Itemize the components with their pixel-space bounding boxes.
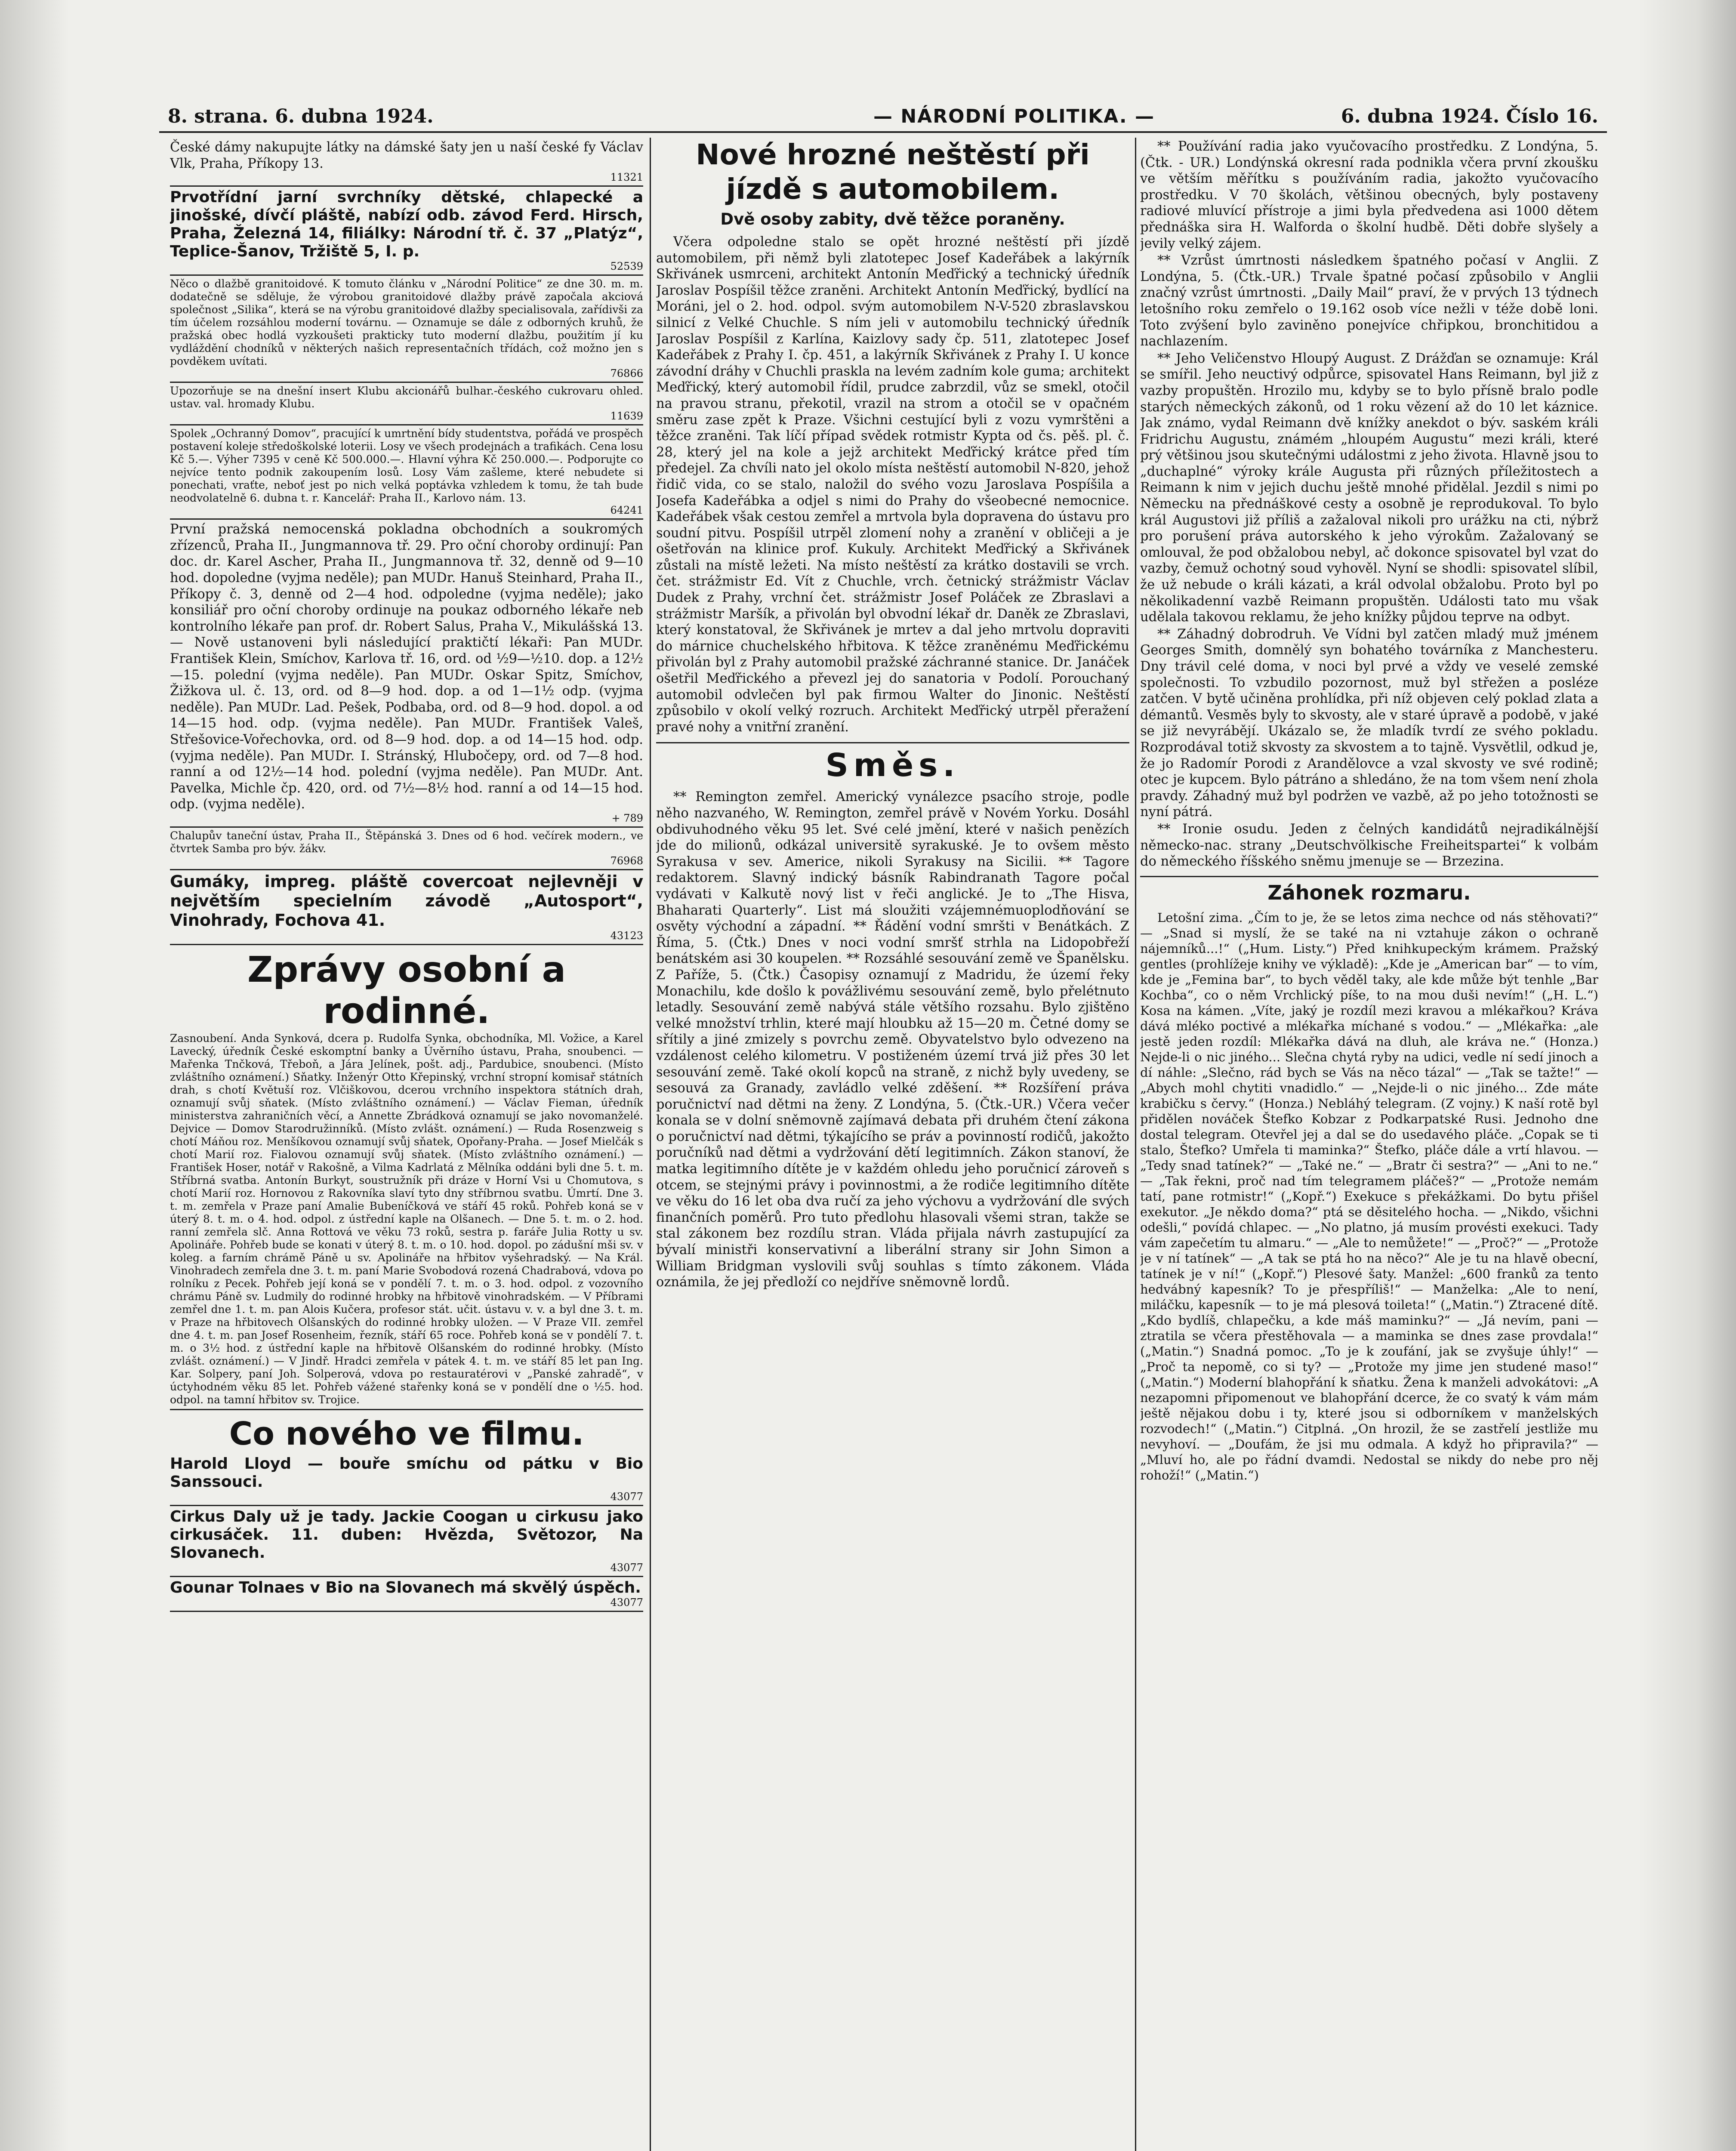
section-heading-smes: Směs. bbox=[656, 742, 1129, 785]
news-item-august: ** Jeho Veličenstvo Hloupý August. Z Drážďan se oznamuje: Král se smířil. Jeho neuctivý odpůrce, spisovatel Hans Reimann, byl již z vazby propuštěn. Hrozilo mu, kdyby se to bylo přísně bralo podle starých německých zákonů, od 1 roku vězení až do 10 let káznice. Jak známo, vydal Reimann dvě knížky anekdot o býv. saském králi Fridrichu Augustu, známém „hloupém Augustu“ mezi králi, které prý většinou jsou skutečnými událostmi z jeho života. Hlavně jsou to „duchaplné“ výroky krále Augusta při různých příležitostech a Reimann k nim v jejich duchu ještě mnohé přidělal. Jezdil s nimi po Německu na přednáškové cesty a osobně je reprodukoval. To bylo král Augustovi již příliš a zažaloval nikoli pro urážku na cti, nýbrž pro porušení práva autorského k jeho výrokům. Zažalovaný se omlouval, že pod obžalobou nebyl, ač dokonce spisovatel byl vzat do vazby, čemuž ochotný soud vyhověl. Nyní se shodli: spisovatel slíbil, že už nebude o králi kázati, a král odvolal obžalobu. Proto byl po několikadenní vazbě Reimann propuštěn. Události tato mu však udělala takovou reklamu, že jeho knížky půjdou teprve na odbyt. bbox=[1140, 351, 1598, 625]
section-heading-personal: Zprávy osobní a rodinné. bbox=[247, 949, 566, 1032]
film-text: Gounar Tolnaes v Bio na Slovanech má skvělý úspěch. bbox=[170, 1578, 641, 1596]
header-rule bbox=[159, 131, 1607, 133]
section-heading-film: Co nového ve filmu. bbox=[229, 1415, 584, 1452]
header-right: 6. dubna 1924. Číslo 16. bbox=[1341, 105, 1598, 127]
ad-code: 11321 bbox=[610, 171, 643, 184]
column-rule bbox=[1135, 138, 1136, 2151]
personal-news-text: Zasnoubení. Anda Synková, dcera p. Rudolfa Synka, obchodníka, Ml. Vožice, a Karel Lavecký, úředník České eskomptní banky a Úvěrního ústavu, Praha, snoubenci. — Mařenka Tnčková, Třeboň, a Jára Jelínek, pošt. adj., Pardubice, snoubenci. (Místo zvláštního oznámení.) Sňatky. Inženýr Otto Křepinský, vrchní stropní komisař státních drah, s chotí Květuší roz. Vlčiškovou, dcerou vrchního inspektora státních drah, oznamují svůj sňatek. (Místo zvláštního oznámení.) — Václav Fieman, úředník ministerstva zahraničních věcí, a Annette Zbrádková oznamují se jako novomanželé. Dejvice — Domov Starodružinníků. (Místo zvlášt. oznámení.) — Ruda Rosenzweig s chotí Máňou roz. Menšíkovou oznamují svůj sňatek, Opořany-Praha. — Josef Mielčák s chotí Marií roz. Fialovou oznamují svůj sňatek. (Místo zvláštního oznámení.) — František Hoser, notář v Rakošně, a Vilma Kadrlatá z Mělníka oddáni byli dne 5. t. m. Stříbrná svatba. Antonín Burkyt, soustružník při dráze v Horní Vsi u Chomutova, s chotí Marií roz. Hornovou z Rakovníka slaví tyto dny stříbrnou svatbu. Úmrtí. Dne 3. t. m. zemřela v Praze paní Amalie Bubeníčková ve stáří 45 roků. Pohřeb koná se v úterý 8. t. m. o 4. hod. odpol. z ústřední kaple na Olšanech. — Dne 5. t. m. o 2. hod. ranní zemřela slč. Anna Rottová ve věku 73 roků, sestra p. faráře Julia Rotty u sv. Apolináře. Pohřeb bude se konati v úterý 8. t. m. o 10. hod. dopol. po zádušní mši sv. v koleg. a farním chrámě Páně u sv. Apolináře na hřbitov vyšehradský. — Na Král. Vinohradech zemřela dne 3. t. m. paní Marie Svobodová rozená Chadrabová, vdova po rolníku z Pecek. Pohřeb její koná se v pondělí 7. t. m. o 3. hod. odpol. z vozovního chrámu Páně sv. Ludmily do rodinné hrobky na hřbitově vinohradském. — V Příbrami zemřel dne 1. t. m. pan Alois Kučera, profesor stát. učit. ústavu v. v. a byl dne 3. t. m. v Praze na hřbitovech Olšanských do rodinné hrobky uložen. — V Praze VII. zemřel dne 4. t. m. pan Josef Rosenheim, řezník, stáří 65 roce. Pohřeb koná se v pondělí 7. t. m. o 3½ hod. z ústřední kaple na hřbitově Olšanském do rodinné hrobky. (Místo zvlášt. oznámení.) — V Jindř. Hradci zemřela v pátek 4. t. m. ve stáří 85 let pan Ing. Kar. Solpery, paní Joh. Solperová, vdova po restauratérovi v „Panské zahradě“, v úctyhodném věku 85 let. Pohřeb vážené stařenky koná se v pondělí dne o ½5. hod. odpol. na tamní hřbitov sv. Trojice. bbox=[170, 1032, 643, 1410]
ad-ceske-damy bbox=[170, 138, 643, 187]
ad-svrchniky bbox=[170, 187, 643, 276]
ad-gumaky bbox=[170, 870, 643, 945]
article-subhead: Dvě osoby zabity, dvě těžce poraněny. bbox=[720, 210, 1065, 228]
ad-text: České dámy nakupujte látky na dámské šaty jen u naší české fy Václav Vlk, Praha, Příkopy 13. bbox=[170, 140, 643, 171]
film-text: Cirkus Daly už je tady. Jackie Coogan u cirkusu jako cirkusáček. 11. duben: Hvězda, Světozor, Na Slovanech. bbox=[170, 1507, 643, 1562]
ad-code: 43123 bbox=[610, 929, 643, 942]
film-item bbox=[170, 1453, 643, 1506]
film-item bbox=[170, 1577, 643, 1612]
ad-ochranny-domov bbox=[170, 425, 643, 520]
ad-code: 64241 bbox=[610, 504, 643, 517]
ad-code: 43077 bbox=[610, 1596, 643, 1609]
humor-body: Letošní zima. „Čím to je, že se letos zima nechce od nás stěhovati?“ — „Snad si myslí, že se také na ni vztahuje zákon o ochraně nájemníků...!“ („Hum. Listy.“) Před knihkupeckým krámem. Pražský gentles (prohlížeje knihy ve výkladě): „Kde je „American bar“ — to vím, kde je „Femina bar“, to bych věděl taky, ale kde může být tenhle „Bar Kochba“, co o něm Vrchlický píše, to na mou duši nevím!“ („H. L.“) Kosa na kámen. „Víte, jaký je rozdíl mezi kravou a mlékařkou? Kráva dává mléko poctivé a mlékařka míchané s vodou.“ — „Mlékařka: „ale jestě jeden rozdíl: Mlékařka dává na dluh, ale kráva ne.“ (Honza.) Nejde-li o nic jiného... Slečna chytá ryby na udici, vedle ní sedí jinoch a dí náhle: „Slečno, rád bych se Vás na něco tázal“ — „Tak se tažte!“ — „Abych mohl chytiti vnadidlo.“ — „Nejde-li o nic jiného... Zde máte krabičku s červy.“ (Honza.) Nebláhý telegram. (Z vojny.) K naší rotě byl přidělen nováček Štefko Kobzar z Podkarpatské Rusi. Jednoho dne dostal telegram. Otevřel jej a dal se do usedavého pláče. „Copak se ti stalo, Štefko? Umřela ti maminka?“ Štefko, pláče dále a vrtí hlavou. — „Tedy snad tatínek?“ — „Také ne.“ — „Bratr či sestra?“ — „Ani to ne.“ — „Tak řekni, proč nad tím telegramem pláčeš?“ — „Protože nemám tatí, pane rotmistr!“ („Kopř.“) Exekuce s překážkami. Do bytu přišel exekutor. „Je někdo doma?“ ptá se děsitelého hocha. — „Nikdo, všichni odešli,“ povídá chlapec. — „No platno, já musím provésti exekuci. Tady vám zapečetím tu almaru.“ — „Ale to nemůžete!“ — „Proč?“ — „Protože je v ní tatínek“ — „A tak se ptá ho na něco?“ Ale je tu na hlavě obecní, tatínek je v ní!“ („Kopř.“) Plesové šaty. Manžel: „600 franků za tento hedvábný kapesník? To je přespříliš!“ — Manželka: „Ale to není, miláčku, kapesník — to je má plesová toileta!“ („Matin.“) Ztracené dítě. „Kdo bydlíš, chlapečku, a kde máš maminku?“ — „Já nevím, pani — ztratila se včera přestěhovala — a maminka se dnes zase provdala!“ („Matin.“) Snadná pomoc. „To je k zoufání, jak se zvyšuje úhly!“ — „Proč ta nepomě, co si ty? — „Protože my jime jen studené maso!“ („Matin.“) Moderní blahopřání k sňatku. Žena k manželi advokátovi: „A nezapomni připomenout ve blahopřání dcerce, že co svatý k vám mám ještě nějakou dobu i ty, které jsou si odborníkem v manželských rozvodech!“ („Matin.“) Citplná. „On hrozil, že se zastřelí jestliže mu nevyhoví. — „Doufám, že jsi mu odmala. A když ho připravila?“ — „Mluví ho, ale po řádní dvamdi. Nedostal se nikdy do nebe pro něj rohoží!“ („Matin.“) bbox=[1140, 910, 1598, 1482]
ad-chaluplv-ustav bbox=[170, 828, 643, 870]
ad-code: 43077 bbox=[610, 1490, 643, 1503]
ad-code: + 789 bbox=[611, 812, 643, 824]
ad-text: První pražská nemocenská pokladna obchodních a soukromých zřízenců, Praha II., Jungmannova tř. 29. Pro oční choroby ordinují: Pan doc. dr. Karel Ascher, Praha II., Jungmannova tř. 32, denně od 9—10 hod. dopoledne (vyjma neděle); pan MUDr. Hanuš Steinhard, Praha II., Příkopy č. 3, denně od 2—4 hod. odpoledne (vyjma neděle); jako konsiliář pro oční choroby ordinuje na poukaz odborného lékaře neb kontrolního lékaře pan prof. dr. Robert Salus, Praha V., Mikulášská 13. — Nově ustanoveni byli následující praktičtí lékaři: Pan MUDr. František Klein, Smíchov, Karlova tř. 16, ord. od ½9—½10. dop. a 12½—15. polední (vyjma neděle). Pan MUDr. Oskar Spitz, Smíchov, Žižkova ul. č. 13, ord. od 8—9 hod. dop. a od 1—1½ odp. (vyjma neděle). Pan MUDr. Lad. Pešek, Podbaba, ord. od 8—9 hod. dopol. a od 14—15 hod. odp. (vyjma neděle). Pan MUDr. František Valeš, Střešovice-Vořechovka, ord. od 8—9 hod. dop. a od 14—15 hod. odp. (vyjma neděle). Pan MUDr. I. Stránský, Hlubočepy, ord. od 7—8 hod. ranní a od 12½—14 hod. polední (vyjma neděle). Pan MUDr. Ant. Pavelka, Michle čp. 420, ord. od 7½—8½ hod. ranní a od 14—15 hod. odp. (vyjma neděle). bbox=[170, 522, 643, 812]
binding-shadow bbox=[1639, 0, 1736, 2151]
news-item-ironie: ** Ironie osudu. Jeden z čelných kandidátů nejradikálnější německo-nac. strany „Deutschvölkische Freiheitspartei“ k volbám do německého říšského sněmu jmenuje se — Brzezina. bbox=[1140, 821, 1598, 869]
news-item-umrtnost: ** Vzrůst úmrtnosti následkem špatného počasí v Anglii. Z Londýna, 5. (Čtk.-UR.) Trvale špatné počasí způsobilo v Anglii značný vzrůst úmrtnosti. „Daily Mail“ praví, že v prvých 13 týdnech letošního roku zemřelo o 19.162 osob více nežli v téže době loni. Toto zvýšení bylo zaviněno ponejvíce chřipkou, bronchitidou a nachlazením. bbox=[1140, 253, 1598, 349]
section-heading-humor: Záhonek rozmaru. bbox=[1140, 876, 1598, 906]
ad-code: 76968 bbox=[610, 854, 643, 867]
page-edge-shadow bbox=[0, 0, 69, 2151]
ad-code: 52539 bbox=[610, 260, 643, 273]
ad-text: Upozorňuje se na dnešní insert Klubu akcionářů bulhar.-českého cukrovaru ohled. ustav. val. hromady Klubu. bbox=[170, 385, 643, 410]
news-item-dobrodruh: ** Záhadný dobrodruh. Ve Vídni byl zatčen mladý muž jménem Georges Smith, domnělý syn bohatého továrníka z Manchesteru. Dny trávil celé doma, v noci byl prvé a vždy ve veselé zemské společnosti. To vzbudilo pozornost, muž byl střežen a posléze zatčen. V bytě učiněna prohlídka, při níž objeven celý poklad zlata a démantů. Vesměs byly to skvosty, ale v staré úpravě a podobě, v jaké se již nevyrábějí. Ukázalo se, že mladík tvrdí ze svého pokladu. Rozprodával totiž skvosty za skvostem a to tajně. Vysvětlil, odkud je, že jo Radomír Porodi z Arandělovce a vzal skvosty ve své rodině; otec je kupcem. Bylo pátráno a shledáno, že na tom všem není zhola pravdy. Záhadný muž byl podržen ve vazbě, až po jeho totožnosti se nyní pátrá. bbox=[1140, 626, 1598, 820]
ad-code: 11639 bbox=[610, 410, 643, 422]
ad-dlazba bbox=[170, 276, 643, 383]
ad-text: Spolek „Ochranný Domov“, pracující k umrtnění bídy studentstva, pořádá ve prospěch postavení koleje středoškolské loterii. Losy ve všech prodejnách a trafikách. Cena losu Kč 5.—. Výher 7395 v ceně Kč 500.000.—. Hlavní výhra Kč 250.000.—. Podporujte co nejvíce tento podnik zakoupením losů. Losy Vám zašleme, které nebudete si ponechati, vraťte, neboť jest po nich velká poptávka vzhledem k tomu, že tah bude neodvolatelně 6. dubna t. r. Kancelář: Praha II., Karlovo nám. 13. bbox=[170, 427, 643, 505]
article-headline: Nové hrozné neštěstí při jízdě s automobilem. bbox=[696, 138, 1090, 206]
masthead: — NÁRODNÍ POLITIKA. — bbox=[873, 105, 1155, 127]
article-body: Včera odpoledne stalo se opět hrozné neštěstí při jízdě automobilem, při němž byli zlatotepec Josef Kadeřábek a lakýrník Skřivánek usmrceni, architekt Antonín Meďřický a technický úředník Jaroslav Pospíšil těžce zraněni. Architekt Antonín Meďřický, bydlící na Moráni, jel o 2. hod. odpol. svým automobilem N-V-520 zbraslavskou silnicí z Velké Chuchle. S ním jeli v automobilu technický úředník Jaroslav Pospíšil z Karlína, Kaizlovy sady čp. 511, zlatotepec Josef Kadeřábek z Prahy I. čp. 451, a lakýrník Skřivánek z Prahy I. U konce závodní dráhy v Chuchli praskla na levém zadním kole guma; architekt Meďřický, který automobil řídil, prudce zabrzdil, vůz se smekl, otočil na pravou stranu, překotil, vrazil na strom a otočil se v opačném směru zase zpět k Praze. Všichni cestující byli z vozu vymrštěni a těžce zraněni. Tak líčí případ svědek rotmistr Kypta od čs. pěš. pl. č. 28, který jel na kole a jejž architekt Meďřický krátce před tím předejel. Za chvíli nato jel okolo místa neštěstí automobil N-820, jehož řidič vida, co se stalo, naložil do svého vozu Jaroslava Pospíšila a Josefa Kadeřábka a odjel s nimi do Prahy do všeobecné nemocnice. Kadeřábek však cestou zemřel a mrtvola byla dopravena do ústavu pro soudní pitvu. Pospíšil utrpěl zlomení nohy a zranění v obličeji a je ošetřován na klinice prof. Kukuly. Architekt Meďřický a Skřivánek zůstali na místě ležeti. Na místo neštěstí za krátko dostavili se vrch. čet. strážmistr Ed. Vít z Chuchle, vrch. četnický strážmistr Václav Dudek z Prahy, vrchní čet. strážmistr Josef Poláček ze Zbraslavi a strážmistr Maršík, a přivolán byl obvodní lékař dr. Daněk ze Zbraslavi, který konstatoval, že Skřivánek je mrtev a dal jeho mrtvolu dopraviti do márnice chuchelského hřbitova. K těžce zraněnému Meďřickému přivolán byl z Prahy automobil pražské záchranné stanice. Dr. Janáček ošetřil Meďřického a převezl jej do sanatoria v Podolí. Porouchaný automobil odvlečen byl pak firmou Walter do Jinonic. Neštěstí způsobilo v okolí velký rozruch. Architekt Meďřický utrpěl přeražení pravé nohy a vnitřní zranění. bbox=[656, 234, 1129, 735]
column-rule bbox=[650, 138, 651, 2151]
column-1 bbox=[170, 138, 643, 2151]
header-left: 8. strana. 6. dubna 1924. bbox=[168, 105, 434, 127]
smes-body: ** Remington zemřel. Americký vynálezce psacího stroje, podle něho nazvaného, W. Remington, zemřel právě v Novém Yorku. Dosáhl obdivuhodného věku 95 let. Své celé jmění, které v našich penězích jde do milionů, odkázal universitě syrakuské. Je to ovšem město Syrakusa v sev. Americe, nikoli Syrakusy na Sicilii. ** Tagore redaktorem. Slavný indický básník Rabindranath Tagore počal vydávati v Kalkutě nový list v řeči anglické. Je to „The Hisva, Bhaharati Quarterly“. List má sloužiti vzájemnémuoplodňování se osvěty východní a západní. ** Řádění vodní smršti v Benátkách. Z Říma, 5. (Čtk.) Dnes v noci vodní smršť strhla na Lidopobřeží benátském asi 30 koupelen. ** Rozsáhlé sesouvání země ve Španělsku. Z Paříže, 5. (Čtk.) Časopisy oznamují z Madridu, že území řeky Monachilu, kde došlo k povážlivému sesouvání země, bylo přelétnuto letadly. Sesouvání země nabývá stále většího rozsahu. Bylo zjištěno velké množství trhlin, které mají hloubku až 15—20 m. Četné domy se sřítily a jiné zmizely s povrchu země. Obyvatelstvo bylo odvezeno na vzdálenost celého kilometru. V postiženém území trvá již přes 30 let sesouvání země. Také okolí kopců na straně, z nichž byly uvedeny, se sesouvá za Granady, zavládlo velké zděšení. ** Rozšíření práva poručnictví nad dětmi na ženy. Z Londýna, 5. (Čtk.-UR.) Včera večer konala se v dolní sněmovně zajímavá debata při druhém čtení zákona o poručnictví nad dětmi, týkajícího se práv a povinností rodičů, jakožto poručníků nad dětmi a vydržování dětí legitimních. Zákon stanoví, že matka legitimního dítěte je v každém ohledu jeho poručnicí zároveň s otcem, se stejnými právy i povinnostmi, a že rodiče legitimního dítěte ve věku do 16 let oba dva ručí za jeho výchovu a vydržování dle svých finančních poměrů. Pro tuto předlohu hlasovali všemi stran, takže se stal zákonem bez rozdílu stran. Vláda přijala návrh zastupující za bývalí ministři konservativní a liberální strany sir John Simon a William Bridgman vyslovili svůj souhlas s tímto zákonem. Vláda oznámila, že jej předloží co nejdříve sněmovně lordů. bbox=[656, 789, 1129, 1290]
ad-text: Chalupův taneční ústav, Praha II., Štěpánská 3. Dnes od 6 hod. večírek modern., ve čtvrtek Samba pro býv. žákv. bbox=[170, 829, 643, 855]
news-item-radio: ** Používání radia jako vyučovacího prostředku. Z Londýna, 5. (Čtk. - UR.) Londýnská okresní rada podnikla včera první zkoušku ve větším měřítku s používáním radia, jakožto vyučovacího prostředku. V 70 školách, většinou obecných, byly postaveny radiové mluvící přístroje a jimi byla předvedena asi 1000 dětem přednáška sira H. Walforda o školní hudbě. Děti dobře slyšely a jevily velký zájem. bbox=[1140, 139, 1598, 251]
column-3 bbox=[1140, 138, 1598, 2151]
ad-code: 76866 bbox=[610, 367, 643, 380]
ad-upozornuje bbox=[170, 383, 643, 425]
film-item bbox=[170, 1506, 643, 1577]
column-2 bbox=[656, 138, 1129, 2151]
film-text: Harold Lloyd — bouře smíchu od pátku v Bio Sanssouci. bbox=[170, 1455, 643, 1491]
page-header bbox=[159, 101, 1607, 136]
ad-nemocenska-pokladna bbox=[170, 520, 643, 828]
ad-text: Něco o dlažbě granitoidové. K tomuto článku v „Národní Politice“ ze dne 30. m. m. dodatečně se sděluje, že výrobou granitoidové dlažby právě započala akciová společnost „Silika“, která se na výrobu granitoidové dlažby specialisovala, zařídivši za tím účelem rozsáhlou moderní továrnu. — Oznamuje se dále z odborných kruhů, že pražská obec hodlá vyzkoušeti prakticky tuto moderní dlažbu, použitím jí ku vydláždění chodníků v některých našich representačních třídách, což možno jen s povděkem uvítati. bbox=[170, 277, 643, 368]
ad-text: Gumáky, impreg. pláště covercoat nejlevněji v největším specielním závodě „Autosport“, Vinohrady, Fochova 41. bbox=[170, 872, 643, 930]
ad-text: Prvotřídní jarní svrchníky dětské, chlapecké a jinošské, dívčí pláště, nabízí odb. závod Ferd. Hirsch, Praha, Železná 14, filiálky: Národní tř. č. 37 „Platýz“, Teplice-Šanov, Tržiště 5, I. p. bbox=[170, 188, 643, 261]
ad-code: 43077 bbox=[610, 1561, 643, 1574]
